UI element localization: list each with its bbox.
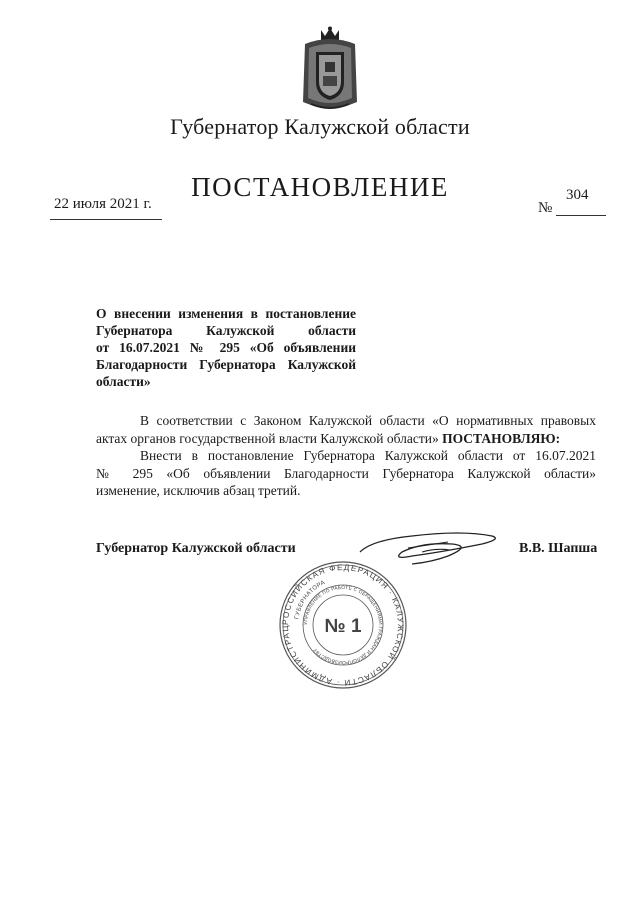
number-sign: № <box>538 200 553 216</box>
body-paragraph-2-line-1: Внести в постановление Губернатора Калужской области от 16.07.2021 <box>140 448 596 463</box>
subject-line: Губернатора Калужской области <box>96 323 356 338</box>
seal-number: № 1 <box>324 616 362 637</box>
seal-outer-text: РОССИЙСКАЯ ФЕДЕРАЦИЯ · КАЛУЖСКОЙ ОБЛАСТИ · АДМИНИСТРАЦ <box>280 562 406 688</box>
seal-inner-text: УПРАВЛЕНИЕ ПО РАБОТЕ С ОБРАЩЕНИЯМИ ГРАЖДАН И ДЕЛОПРОИЗВОДСТВУ <box>303 585 383 665</box>
official-seal <box>276 560 410 690</box>
subject-line: О внесении изменения в постановление <box>96 306 356 321</box>
subject-line: области» <box>96 374 151 389</box>
document-date: 22 июля 2021 г. <box>54 196 152 212</box>
signatory-title: Губернатор Калужской области <box>96 541 296 556</box>
number-underline <box>556 215 606 216</box>
paragraph-text: В соответствии с Законом Калужской области «О нормативных правовых актах органов государственной власти Калужской области» <box>96 413 596 446</box>
document-subject <box>96 305 356 390</box>
resolution-keyword: ПОСТАНОВЛЯЮ: <box>442 430 561 446</box>
body-paragraph-2-line-3: изменение, исключив абзац третий. <box>96 483 301 498</box>
document-body <box>96 412 596 500</box>
subject-line: Благодарности Губернатора Калужской <box>96 357 356 372</box>
subject-line: от 16.07.2021 № 295 «Об объявлении <box>96 340 356 355</box>
coat-of-arms-icon <box>299 26 361 112</box>
body-paragraph-2-line-2: № 295 «Об объявлении Благодарности Губернатора Калужской области» <box>96 465 596 481</box>
issuing-authority: Губернатор Калужской области <box>170 114 470 139</box>
signatory-name: В.В. Шапша <box>519 541 598 556</box>
document-type-title: ПОСТАНОВЛЕНИЕ <box>191 172 449 202</box>
body-paragraph-1 <box>96 412 596 447</box>
document-number: 304 <box>566 187 589 203</box>
seal-middle-text: ГУБЕРНАТОРА <box>294 579 327 620</box>
official-seal-icon <box>276 560 410 690</box>
date-underline <box>50 219 162 220</box>
